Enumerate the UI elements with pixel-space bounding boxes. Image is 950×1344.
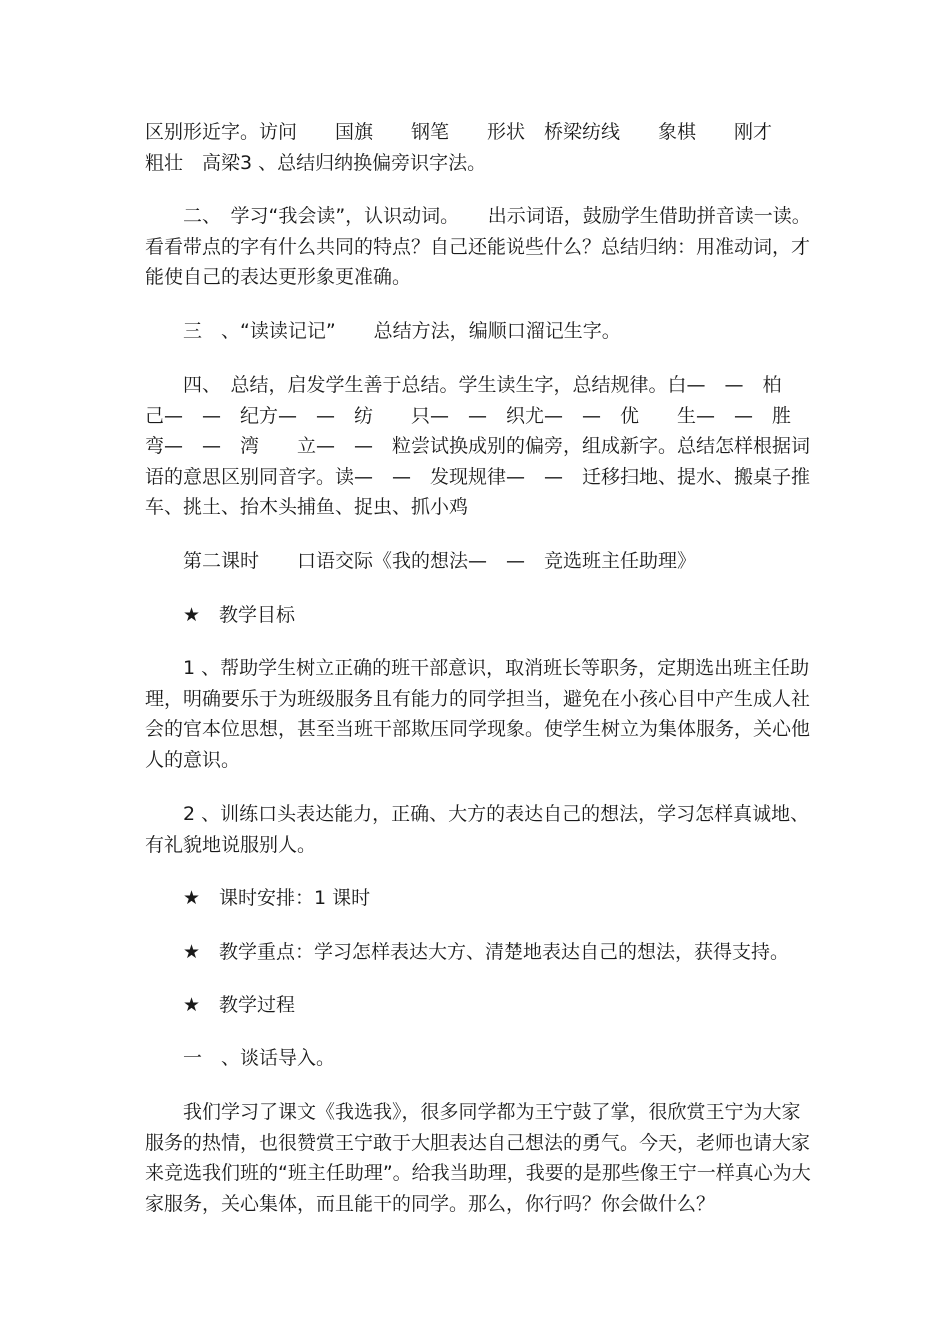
paragraph-char-distinction: 区别形近字。访问 国旗 钢笔 形状 桥梁纺线 象棋 刚才 粗壮 高梁3 、总结归纳换偏旁识字法。 <box>145 121 773 174</box>
lesson-two-heading: 第二课时 口语交际《我的想法— — 竞选班主任助理》 <box>145 550 697 572</box>
paragraph-section-three: 三 、“读读记记” 总结方法，编顺口溜记生字。 <box>145 320 621 342</box>
class-schedule-line: ★ 课时安排：1 课时 <box>145 887 371 909</box>
goal-one-paragraph: 1 、帮助学生树立正确的班干部意识，取消班长等职务，定期选出班主任助理，明确要乐于为班级服务且有能力的同学担当，避免在小孩心目中产生成人社会的官本位思想，甚至当班干部欺压同学现象。使学生树立为集体服务，关心他人的意识。 <box>145 657 811 771</box>
teaching-process-heading: ★ 教学过程 <box>145 994 296 1016</box>
goal-two-paragraph: 2 、训练口头表达能力，正确、大方的表达自己的想法，学习怎样真诚地、有礼貌地说服别人。 <box>145 803 810 856</box>
intro-heading: 一 、谈话导入。 <box>145 1047 336 1069</box>
intro-paragraph: 我们学习了课文《我选我》，很多同学都为王宁鼓了掌，很欣赏王宁为大家服务的热情，也很赞赏王宁敢于大胆表达自己想法的勇气。今天，老师也请大家来竞选我们班的“班主任助理”。给我当助理，我要的是那些像王宁一样真心为大家服务，关心集体，而且能干的同学。那么，你行吗？你会做什么？ <box>145 1101 811 1215</box>
teaching-goals-heading: ★ 教学目标 <box>145 604 296 626</box>
paragraph-section-two: 二、 学习“我会读”，认识动词。 出示词语，鼓励学生借助拼音读一读。看看带点的字有什么共同的特点？自己还能说些什么？总结归纳：用准动词，才能使自己的表达更形象更准确。 <box>145 205 811 288</box>
paragraph-section-four: 四、 总结，启发学生善于总结。学生读生字，总结规律。白— — 柏 己— — 纪方— — 纺 只— — 织尤— — 优 生— — 胜 弯— — 湾 立— — 粒尝试换成别的偏旁，组成新字。总结怎样根据词语的意思区别同音字。读— — 发现规律— — 迁移扫地、提水、搬桌子推车、挑土、抬木头捕鱼、捉虫、抓小鸡 <box>145 374 811 518</box>
teaching-focus-line: ★ 教学重点：学习怎样表达大方、清楚地表达自己的想法，获得支持。 <box>145 941 790 963</box>
